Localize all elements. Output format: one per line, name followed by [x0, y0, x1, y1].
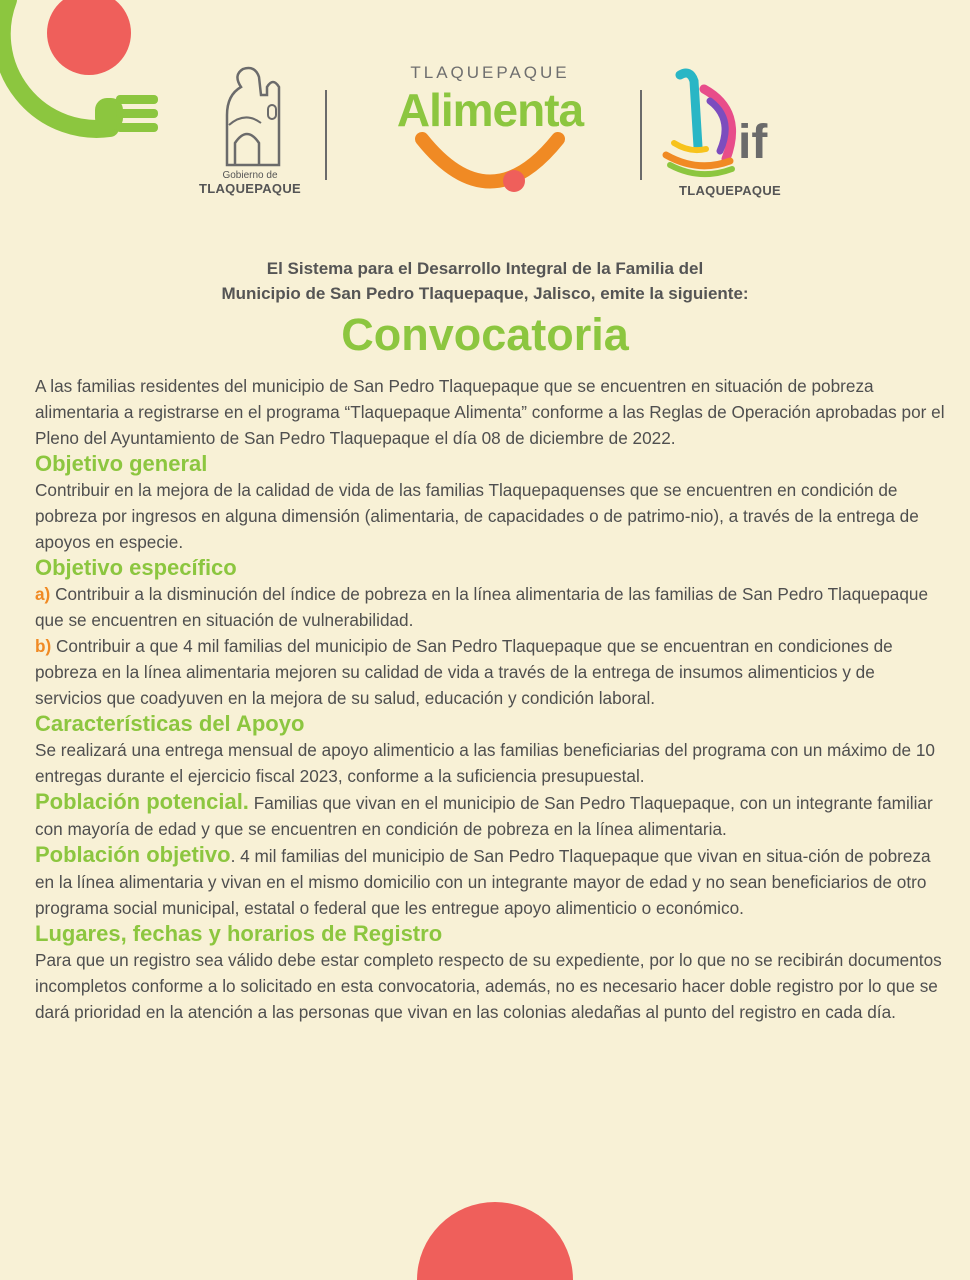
poblacion-objetivo-heading: Población objetivo: [35, 842, 231, 867]
poblacion-potencial-text: Familias que vivan en el municipio de San Pedro Tlaquepaque, con un integrante familiar con mayoría de edad y que se encuentren en condición de pobreza en la línea alimentaria.: [35, 793, 933, 839]
section-text-caracteristicas: Se realizará una entrega mensual de apoyo alimenticio a las familias beneficiarias del programa con un máximo de 10 entregas durante el ejercicio fiscal 2023, conforme a la suficiencia presupuestal.: [35, 740, 935, 786]
item-text-a: Contribuir a la disminución del índice de pobreza en la línea alimentaria de las familias de San Pedro Tlaquepaque que se encuentren en situación de vulnerabilidad.: [35, 584, 929, 630]
dif-caption: TLAQUEPAQUE: [678, 183, 781, 198]
objetivo-item-a: [35, 581, 945, 633]
section-text-objetivo-general: Contribuir en la mejora de la calidad de vida de las familias Tlaquepaquenses que se encuentren en condición de pobreza por ingresos en alguna dimensión (alimentaria, de capacidades o de patrimo-nio), a través de la entrega de apoyos en especie.: [35, 480, 919, 552]
poblacion-potencial-paragraph: [35, 789, 945, 842]
bottom-circle-decoration: [415, 1200, 575, 1280]
dif-d-icon: [660, 67, 740, 185]
poblacion-objetivo-paragraph: [35, 842, 945, 921]
intro-line-1: El Sistema para el Desarrollo Integral de la Familia del: [266, 259, 704, 278]
tlaquepaque-alimenta-logo: [355, 63, 625, 199]
item-letter-a: a): [35, 584, 51, 604]
lead-paragraph: A las familias residentes del municipio de San Pedro Tlaquepaque que se encuentren en situación de pobreza alimentaria a registrarse en el programa “Tlaquepaque Alimenta” conforme a las Reglas de Operación aprobadas por el Pleno del Ayuntamiento de San Pedro Tlaquepaque el día 08 de diciembre de 2022.: [35, 376, 945, 448]
logo-divider: [325, 90, 327, 180]
header-logos: [0, 55, 970, 215]
section-heading-objetivo-general: Objetivo general: [35, 451, 208, 476]
poblacion-potencial-heading: Población potencial.: [35, 789, 249, 814]
gobierno-big-label: TLAQUEPAQUE: [198, 181, 301, 196]
objetivo-item-b: [35, 633, 945, 711]
gobierno-tlaquepaque-logo: [190, 65, 310, 196]
section-heading-caracteristicas: Características del Apoyo: [35, 711, 305, 736]
dif-tlaquepaque-logo: [660, 67, 800, 198]
item-text-b: Contribuir a que 4 mil familias del municipio de San Pedro Tlaquepaque que se encuentran en condiciones de pobreza en la línea alimentaria mejoren su calidad de vida a través de la entrega de insumos alimenticios y de servicios que coadyuven en la mejora de su salud, educación y condición laboral.: [35, 636, 893, 708]
smile-icon: [410, 129, 570, 199]
alimenta-word: Alimenta: [396, 84, 584, 136]
dif-word: if: [738, 116, 768, 169]
intro-line-2: Municipio de San Pedro Tlaquepaque, Jalisco, emite la siguiente:: [221, 284, 749, 303]
church-icon: [215, 65, 285, 170]
gobierno-small-label: Gobierno de: [222, 170, 278, 181]
section-text-lugares: Para que un registro sea válido debe estar completo respecto de su expediente, por lo que no se recibirán documentos incompletos conforme a lo solicitado en esta convocatoria, además, no es necesario hacer doble registro por lo que se dará prioridad en la atención a las personas que vivan en las colonias aledañas al punto del registro en cada día.: [35, 950, 942, 1022]
logo-divider: [640, 90, 642, 180]
section-heading-objetivo-especifico: Objetivo específico: [35, 555, 237, 580]
main-content: [35, 373, 945, 1025]
alimenta-top-label: TLAQUEPAQUE: [410, 63, 570, 82]
page-title: Convocatoria: [341, 309, 629, 360]
item-letter-b: b): [35, 636, 52, 656]
poblacion-objetivo-text: . 4 mil familias del municipio de San Pedro Tlaquepaque que vivan en situa-ción de pobreza en la línea alimentaria y vivan en el mismo domicilio con un integrante mayor de edad y no sean beneficiarios de otro programa social municipal, estatal o federal que les entregue apoyo alimenticio o económico.: [35, 846, 931, 918]
section-heading-lugares: Lugares, fechas y horarios de Registro: [35, 921, 443, 946]
intro-text: [0, 256, 970, 306]
